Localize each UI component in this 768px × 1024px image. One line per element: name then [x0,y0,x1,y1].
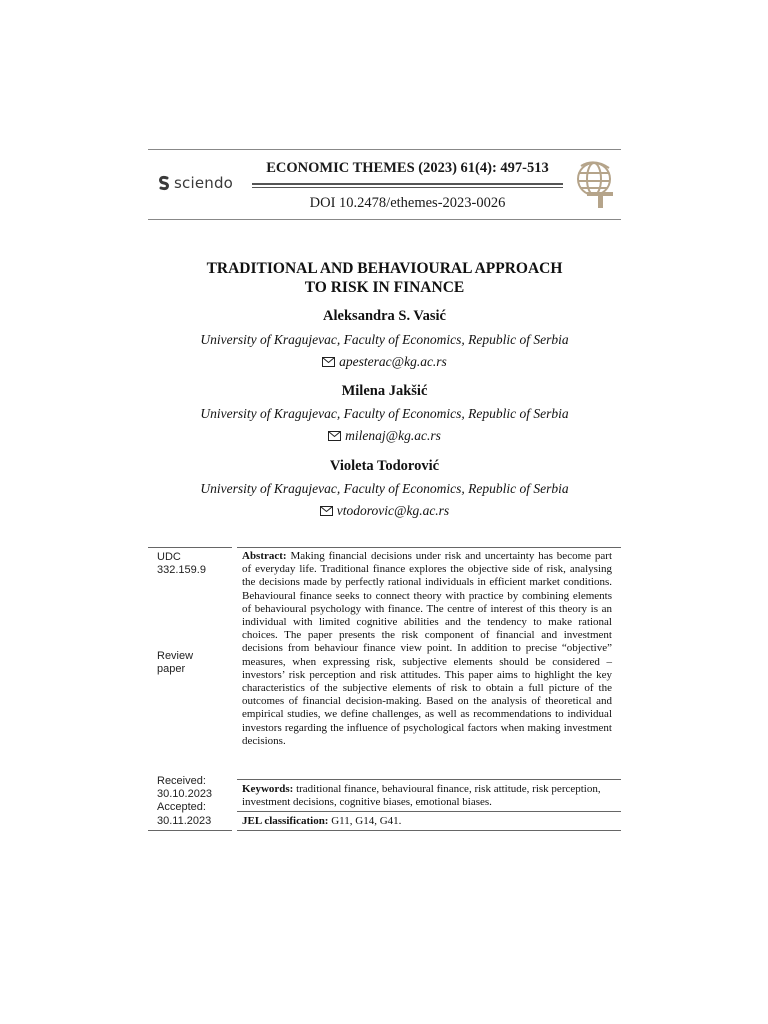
keywords-text: traditional finance, behavioural finance, risk attitude, risk perception, investment decisions, cognitive biases, emotional biases. [242,783,601,809]
header-top-rule [148,149,621,150]
jel-label: JEL classification: [242,815,329,827]
abstract-bottom-rule-right [237,830,621,831]
citation-rule-top [252,183,563,185]
abstract-label: Abstract: [242,550,287,562]
sciendo-mark-icon [157,175,171,191]
author-affiliation: University of Kragujevac, Faculty of Economics, Republic of Serbia [200,332,569,347]
envelope-icon [322,357,335,367]
envelope-icon [320,506,333,516]
sciendo-logo [157,174,233,192]
jel-divider [237,811,621,812]
sciendo-wordmark: sciendo [174,174,234,192]
author-name: Aleksandra S. Vasić [323,308,446,324]
abstract-paragraph [242,550,612,748]
doi-link[interactable]: DOI 10.2478/ethemes-2023-0026 [309,195,506,211]
abstract-bottom-rule-left [148,830,232,831]
header-bottom-rule [148,219,621,220]
author-email-row [148,503,621,519]
abstract-text: Making financial decisions under risk and uncertainty has become part of everyday life. Traditional finance explores the objective side of risk, analysing the decisions made by perfectly rational individuals in efficient market conditions. Behavioural finance seeks to connect theory with practice by combining elements of behavioural psychology with finance. The centre of interest of this theory is an individual with limited cognitive abilities and the tendency to make rational choices. The paper presents the risk component of financial and investment decisions from behaviour finance view point. In addition to precise “objective” measures, when expressing risk, subjective elements should be considered – investors’ risk perception and risk attitudes. This paper aims to highlight the key characteristics of the subjective elements of risk to obtain a full picture of the outcomes of financial decision-making. Based on the analysis of theoretical and empirical studies, we define challenges, as well as recommendations to individual investors regarding the influence of psychological factors when making investment decisions. [242,550,612,747]
paper-type-line-1: Review [157,650,194,662]
accepted-date: 30.11.2023 [157,814,212,827]
paper-type-line-2: paper [157,663,186,676]
author-affiliation: University of Kragujevac, Faculty of Economics, Republic of Serbia [200,481,569,496]
udc-block [157,551,237,577]
author-email-row [148,354,621,370]
keywords-label: Keywords: [242,783,294,795]
paper-title [148,259,621,297]
paper-title-line-1: TRADITIONAL AND BEHAVIOURAL APPROACH [206,260,563,277]
journal-citation: ECONOMIC THEMES (2023) 61(4): 497-513 [266,160,549,176]
author-affiliation: University of Kragujevac, Faculty of Economics, Republic of Serbia [200,406,569,421]
citation-rule-bottom [252,187,563,188]
author-name: Violeta Todorović [329,458,440,474]
author-email[interactable]: milenaj@kg.ac.rs [345,428,441,443]
accepted-label: Accepted: [157,801,206,814]
keywords-divider [237,779,621,780]
author-name: Milena Jakšić [341,383,428,399]
globe-t-icon [573,158,619,210]
received-date: 30.10.2023 [157,788,213,801]
udc-label: UDC [157,551,181,563]
jel-paragraph [242,815,612,828]
author-email[interactable]: vtodorovic@kg.ac.rs [336,503,450,518]
udc-value: 332.159.9 [157,564,206,577]
paper-title-line-2: TO RISK IN FINANCE [304,279,465,296]
author-email[interactable]: apesterac@kg.ac.rs [339,354,447,369]
paper-type-block [157,650,237,676]
envelope-icon [328,431,341,441]
author-email-row [148,428,621,444]
received-label: Received: [157,775,206,787]
abstract-top-rule-left [148,547,232,548]
jel-text: G11, G14, G41. [331,815,402,827]
keywords-paragraph [242,783,612,809]
abstract-top-rule-right [237,547,621,548]
dates-block [157,775,237,828]
